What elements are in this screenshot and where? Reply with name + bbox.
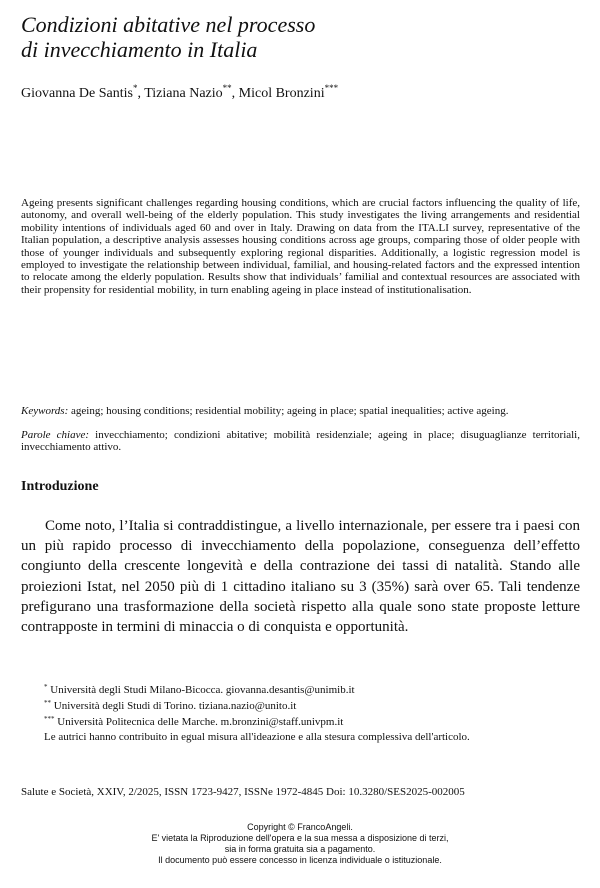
parole-chiave-label: Parole chiave: [21,429,90,441]
keywords-label: Keywords: [21,405,69,417]
author-affiliation-mark: ** [222,83,232,93]
copyright-line: E' vietata la Riproduzione dell'opera e la sua messa a disposizione di terzi, [151,833,449,843]
keywords [21,405,580,417]
parole-chiave-text: invecchiamento; condizioni abitative; mobilità residenziale; ageing in place; disuguaglianze territoriali, invecchiamento attivo. [21,429,580,454]
title-line-1: Condizioni abitative nel processo [21,12,316,37]
author-name: Micol Bronzini [238,86,325,101]
copyright-notice [0,822,600,866]
footnote-mark: * [44,683,48,691]
copyright-line: sia in forma gratuita sia a pagamento. [224,844,376,854]
abstract: Ageing presents significant challenges regarding housing conditions, which are crucial factors influencing the quality of life, autonomy, and overall well-being of the elderly population. This study investigates the living arrangements and residential mobility intentions of individuals aged 60 and over in Italy. Drawing on data from the ITA.LI survey, representative of the Italian population, a descriptive analysis assesses housing conditions across age groups, comparing those of older people with those of younger individuals and subsequently exploring regional disparities. Additionally, a logistic regression model is employed to investigate the relationship between individual, familial, and housing-related factors and the expressed intention to relocate among the elderly population. Results show that individuals’ familial and contextual resources are associated with their propensity for residential mobility, in turn enabling ageing in place instead of institutionalisation. [21,197,580,296]
footnote-text: Università Politecnica delle Marche. m.bronzini@staff.univpm.it [54,716,344,728]
footnote [44,700,296,713]
author-list [21,85,338,103]
keywords-text: ageing; housing conditions; residential mobility; ageing in place; spatial inequalities; active ageing. [68,405,509,417]
copyright-line: Il documento può essere concesso in licenza individuale o istituzionale. [158,855,442,865]
journal-citation: Salute e Società, XXIV, 2/2025, ISSN 1723-9427, ISSNe 1972-4845 Doi: 10.3280/SES2025-002005 [21,786,465,798]
footnote-text: Università degli Studi Milano-Bicocca. giovanna.desantis@unimib.it [47,684,355,696]
footnote [44,684,355,697]
footnote [44,716,343,729]
author-affiliation-mark: * [132,83,138,93]
author-name: Tiziana Nazio [144,86,223,101]
article-title [21,12,581,62]
author-separator: , [231,86,239,101]
footnote-text: Università degli Studi di Torino. tiziana.nazio@unito.it [51,700,297,712]
copyright-line: Copyright © FrancoAngeli. [247,822,353,832]
parole-chiave [21,429,580,454]
title-line-2: di invecchiamento in Italia [21,37,258,62]
intro-paragraph: Come noto, l’Italia si contraddistingue, a livello internazionale, per essere tra i paesi con un più rapido processo di invecchiamento della popolazione, conseguenza dell’effetto congiunto della crescente longevità e della contrazione dei tassi di natalità. Stando alle proiezioni Istat, nel 2050 più di 1 cittadino italiano su 3 (35%) sarà over 65. Tali tendenze prefigurano una trasformazione della società rispetto alla quale sono state proposte letture contrapposte in termini di minaccia o di conquista e opportunità. [21,518,580,636]
footnote-mark: *** [44,715,55,723]
footnote-mark: ** [44,699,51,707]
author-name: Giovanna De Santis [21,86,133,101]
contribution-note: Le autrici hanno contribuito in egual misura all'ideazione e alla stesura complessiva dell'articolo. [44,731,470,743]
author-affiliation-mark: *** [324,83,339,93]
section-heading: Introduzione [21,479,99,494]
author-separator: , [137,86,145,101]
